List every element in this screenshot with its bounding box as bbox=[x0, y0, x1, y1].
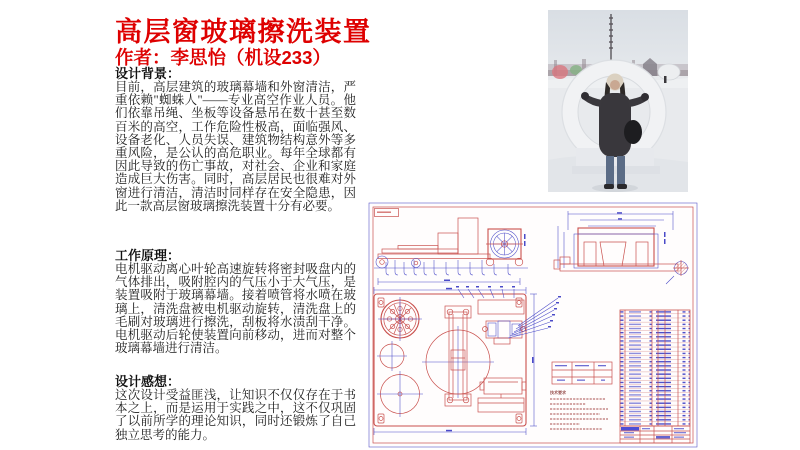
notes-lines bbox=[550, 399, 608, 429]
pink-sculpture bbox=[552, 65, 568, 79]
impeller bbox=[378, 297, 422, 341]
page-title: 高层窗玻璃擦洗装置 bbox=[115, 17, 372, 47]
parameter-table bbox=[552, 362, 612, 384]
notes-title: 技术要求 bbox=[550, 390, 566, 395]
motor-blocks bbox=[478, 378, 526, 412]
corner-bolts bbox=[378, 298, 522, 423]
jeans-right bbox=[617, 156, 625, 185]
gear-assembly bbox=[483, 321, 526, 344]
leader-lines bbox=[386, 260, 511, 275]
cad-drawing bbox=[368, 202, 698, 448]
cad-front-view bbox=[554, 211, 689, 284]
cleaning-disk bbox=[422, 306, 494, 406]
cad-bom-table bbox=[620, 310, 690, 426]
right-mitten bbox=[641, 93, 649, 101]
section-heading: 设计感想： bbox=[115, 374, 181, 389]
plan-dimensions bbox=[374, 287, 537, 435]
author-line: 作者：李思怡（机设233） bbox=[115, 47, 331, 68]
face bbox=[610, 80, 620, 90]
cad-notes bbox=[549, 362, 612, 429]
section-working-principle bbox=[115, 248, 356, 355]
left-mitten bbox=[581, 92, 589, 100]
section-body: 目前，高层建筑的玻璃幕墙和外窗清洁，严重依赖"蜘蛛人"——专业高空作业人员。他们依靠吊绳、坐板等设备悬吊在数十甚至数百米的高空，工作危险性极高，面临强风、设备老化、人员失误、建筑物结构意外等多重风险，是公认的高危职业。每年全球都有因此导致的伤亡事故，对社会、企业和家庭造成巨大伤害。同时，高层居民也很难对外窗进行清洁，清洁时同样存在安全隐患，因此一款高层窗玻璃擦洗装置十分有必要。 bbox=[115, 80, 356, 213]
distant-person bbox=[664, 76, 667, 83]
student-photo bbox=[548, 10, 688, 192]
section-body: 这次设计受益匪浅，让知识不仅仅存在于书本之上，而是运用于实践之中，这不仅巩固了以前所学的理论知识，同时还锻炼了自己独立思考的能力。 bbox=[115, 388, 356, 442]
section-heading: 工作原理： bbox=[115, 248, 181, 263]
section-body: 电机驱动离心叶轮高速旋转将密封吸盘内的气体排出，吸附腔内的气压小于大气压，是装置吸附于玻璃幕墙。接着喷管将水喷在玻璃上，清洗盘被电机驱动旋转，清洗盘上的毛刷对玻璃进行擦洗，刮板将水渍刮干净。电机驱动后轮使装置向前移动，进而对整个玻璃幕墙进行清洁。 bbox=[115, 262, 356, 356]
shoe-right bbox=[617, 184, 627, 189]
jeans-left bbox=[606, 156, 614, 185]
cad-side-view bbox=[374, 218, 528, 285]
shoulder-bag bbox=[624, 120, 642, 144]
shoe-left bbox=[604, 184, 614, 189]
section-design-background bbox=[115, 66, 356, 213]
highlighted-cell bbox=[621, 427, 639, 431]
cad-plan-view bbox=[374, 286, 561, 435]
ice-dome bbox=[658, 64, 680, 80]
cad-title-block bbox=[620, 426, 690, 443]
dim-text-marks bbox=[524, 234, 526, 246]
section-heading: 设计背景： bbox=[115, 66, 181, 81]
section-design-thoughts bbox=[115, 374, 356, 442]
